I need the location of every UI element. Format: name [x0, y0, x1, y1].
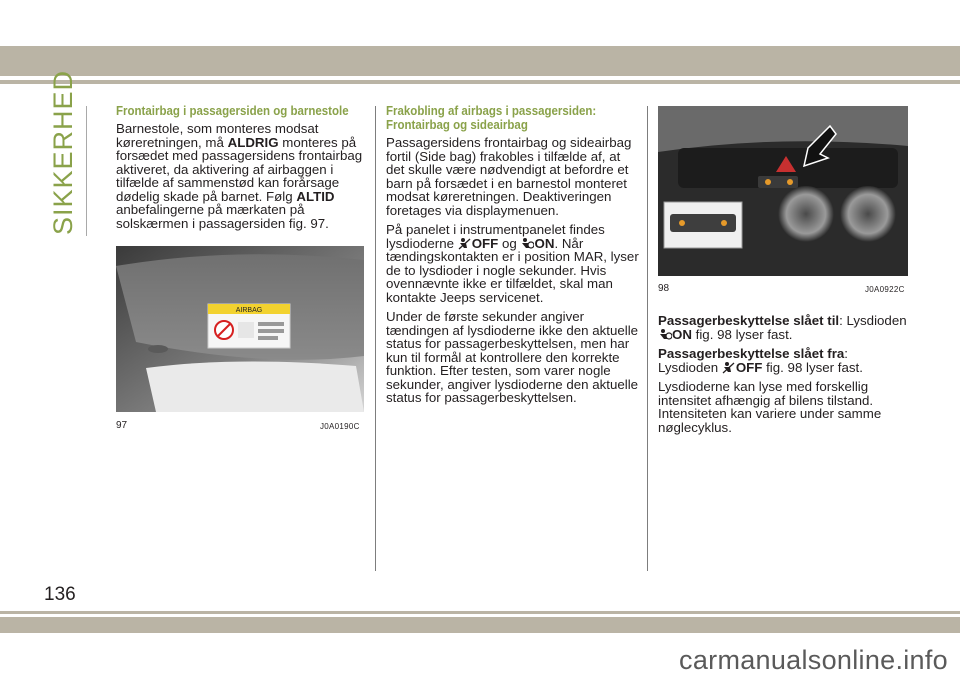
footer-band — [0, 617, 960, 633]
figure-98-code: J0A0922C — [865, 285, 905, 294]
section-tab: SIKKERHED — [48, 69, 78, 235]
figure-97-image — [116, 246, 364, 412]
figure-97-code: J0A0190C — [320, 422, 360, 431]
status-off-paragraph: Passagerbeskyttelse slået fra: Lysdioden OFF fig. 98 lyser fast. — [658, 346, 863, 375]
body-paragraph-3: Under de første sekunder angiver tændingen af lysdioderne ikke den aktuelle status for passagerbeskyttelsen, men har kun til formål at kontrollere den korrekte funktion. Efter testen, som varer nogle sekunder, angiver lysdioderne den aktuelle status for passagerbeskyttelsen. — [386, 309, 639, 405]
led-panel-inset — [664, 202, 742, 248]
figure-98-image — [658, 106, 908, 276]
footer-rule — [0, 611, 960, 614]
column-3 — [658, 314, 908, 440]
passenger-airbag-off-icon — [722, 361, 736, 374]
passenger-airbag-off-icon — [458, 237, 472, 250]
figure-97-number: 97 — [116, 420, 128, 431]
body-paragraph: Barnestole, som monteres modsat køreretningen, må ALDRIG monteres på forsædet med passagersidens frontairbag aktiveret, da aktivering af airbaggen i tilfælde af sammenstød kan forårsage dødelig skade på barnet. Følg ALTID anbefalingerne på mærkaten på solskærmen i passagersiden fig. 97. — [116, 121, 363, 231]
passenger-airbag-on-icon — [520, 237, 534, 250]
column-divider-1 — [375, 106, 376, 571]
passenger-airbag-on-icon — [658, 328, 672, 341]
page-number: 136 — [44, 584, 76, 605]
section-tab-rule — [86, 106, 87, 236]
figure-98-number: 98 — [658, 283, 670, 294]
column-1 — [116, 104, 368, 236]
section-heading-line-2: Frontairbag og sideairbag — [386, 118, 528, 132]
airbag-label-text: AIRBAG — [235, 307, 263, 314]
airbag-warning-label — [208, 304, 290, 348]
watermark: carmanualsonline.info — [679, 645, 948, 675]
body-paragraph-1: Passagersidens frontairbag og sideairbag fortil (Side bag) frakobles i tilfælde af, at det skulle være nødvendigt at befordre et barn på forsædet i en barnestol monteret modsat køreretningen. Deaktiveringen foretages via displaymenuen. — [386, 135, 632, 218]
header-rule — [0, 80, 960, 84]
section-heading: Frontairbag i passagersiden og barnestole — [116, 104, 349, 118]
intensity-paragraph: Lysdioderne kan lyse med forskellig intensitet afhængig af bilens tilstand. Intensiteten kan variere under samme nøglecyklus. — [658, 379, 882, 435]
header-band — [0, 46, 960, 76]
column-divider-2 — [647, 106, 648, 571]
column-2 — [386, 104, 640, 411]
body-paragraph-2: På panelet i instrumentpanelet findes lysdioderne OFF og ON. Når tændingskontakten er i position MAR, lyser de to lysdioder i nogle sekunder. Hvis ovennævnte ikke er tilfældet, skal man kontakte Jeeps servicenet. — [386, 222, 639, 305]
status-on-paragraph: Passagerbeskyttelse slået til: Lysdioden ON fig. 98 lyser fast. — [658, 313, 907, 342]
section-heading-line-1: Frakobling af airbags i passagersiden: — [386, 104, 597, 118]
